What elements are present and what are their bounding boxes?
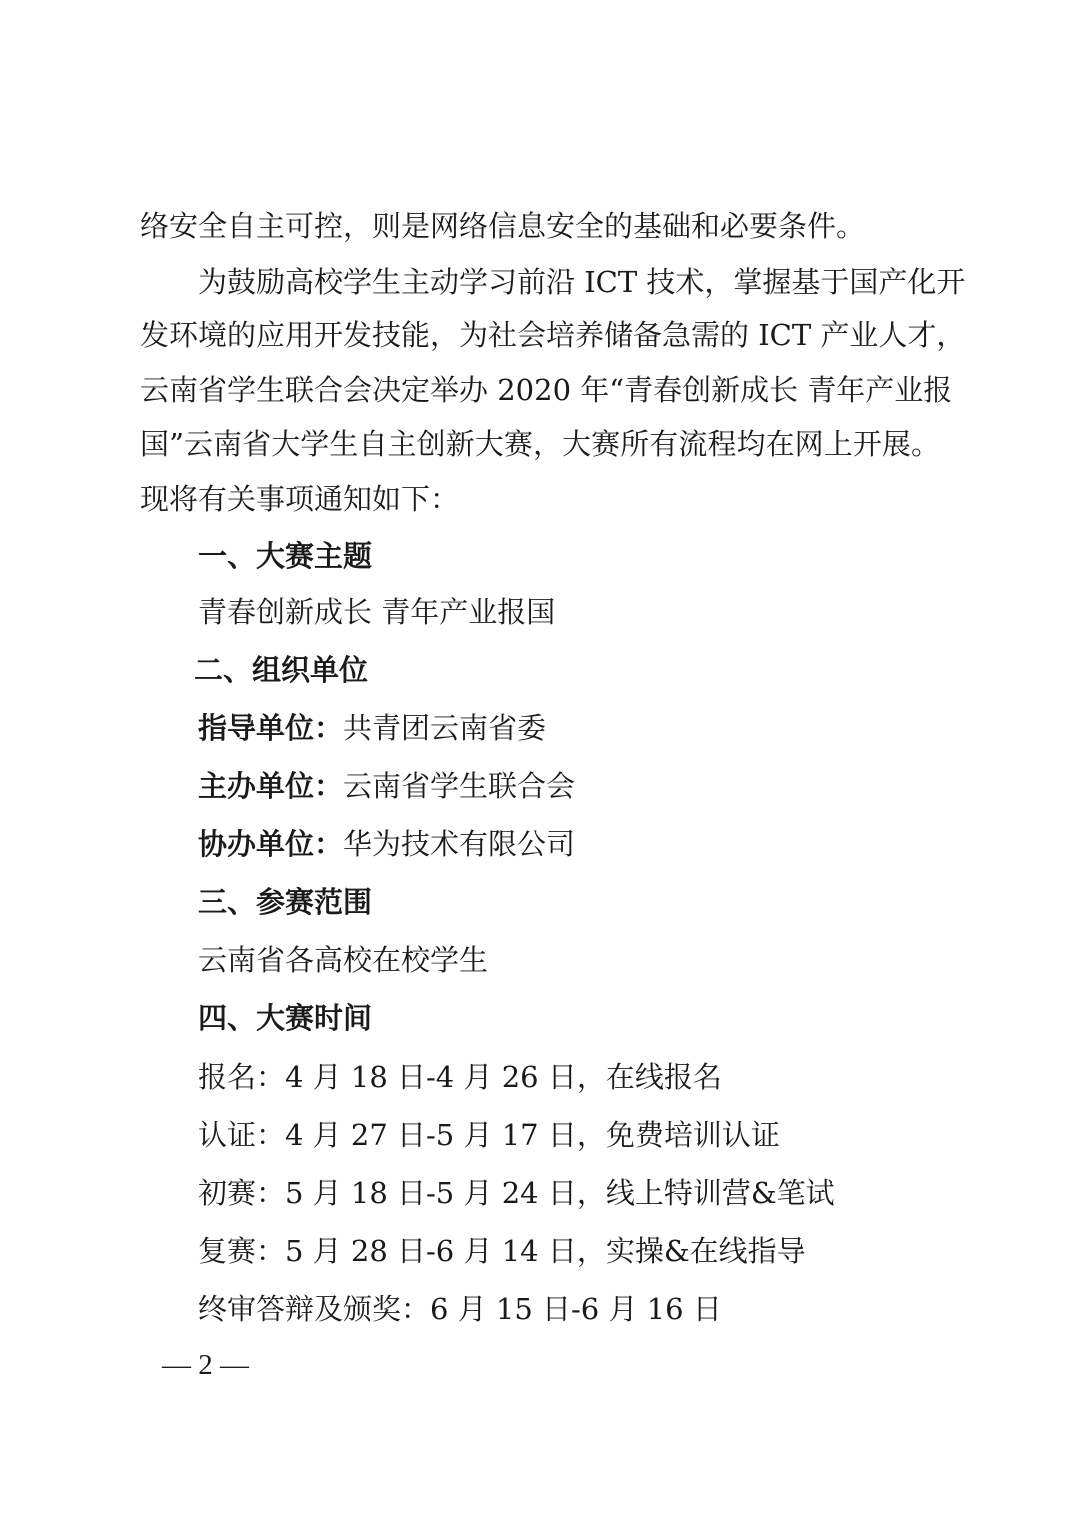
intro-line-4: 云南省学生联合会决定举办 2020 年“青春创新成长 青年产业报 xyxy=(140,373,953,407)
organizer-assist-row xyxy=(198,824,575,864)
organizer-assist-value: 华为技术有限公司 xyxy=(343,827,576,861)
organizer-host-label: 主办单位： xyxy=(198,769,344,803)
intro-line-5: 国”云南省大学生自主创新大赛，大赛所有流程均在网上开展。 xyxy=(140,427,940,461)
intro-line-3: 发环境的应用开发技能，为社会培养储备急需的 ICT 产业人才， xyxy=(140,318,966,352)
section-body-theme: 青春创新成长 青年产业报国 xyxy=(198,595,556,629)
section-heading-organizers: 二、组织单位 xyxy=(194,653,369,687)
organizer-guide-label: 指导单位： xyxy=(198,711,344,745)
schedule-item-semifinal: 复赛：5 月 28 日-6 月 14 日，实操&在线指导 xyxy=(198,1234,806,1268)
schedule-item-final: 终审答辩及颁奖：6 月 15 日-6 月 16 日 xyxy=(198,1292,722,1326)
section-heading-scope: 三、参赛范围 xyxy=(198,885,373,919)
intro-line-2: 为鼓励高校学生主动学习前沿 ICT 技术，掌握基于国产化开 xyxy=(198,265,966,299)
section-body-scope: 云南省各高校在校学生 xyxy=(198,943,489,977)
section-heading-schedule: 四、大赛时间 xyxy=(198,1001,373,1035)
organizer-guide-value: 共青团云南省委 xyxy=(343,711,547,745)
organizer-assist-label: 协办单位： xyxy=(198,827,344,861)
section-heading-theme: 一、大赛主题 xyxy=(198,539,373,573)
organizer-host-row xyxy=(198,766,575,806)
schedule-item-certification: 认证：4 月 27 日-5 月 17 日，免费培训认证 xyxy=(198,1118,780,1152)
schedule-item-registration: 报名：4 月 18 日-4 月 26 日，在线报名 xyxy=(198,1060,722,1094)
organizer-host-value: 云南省学生联合会 xyxy=(343,769,576,803)
organizer-guide-row xyxy=(198,708,546,748)
schedule-item-preliminary: 初赛：5 月 18 日-5 月 24 日，线上特训营&笔试 xyxy=(198,1176,835,1210)
intro-line-6: 现将有关事项通知如下： xyxy=(140,482,460,516)
intro-line-1: 络安全自主可控，则是网络信息安全的基础和必要条件。 xyxy=(140,209,866,243)
page-number: — 2 — xyxy=(162,1349,249,1381)
